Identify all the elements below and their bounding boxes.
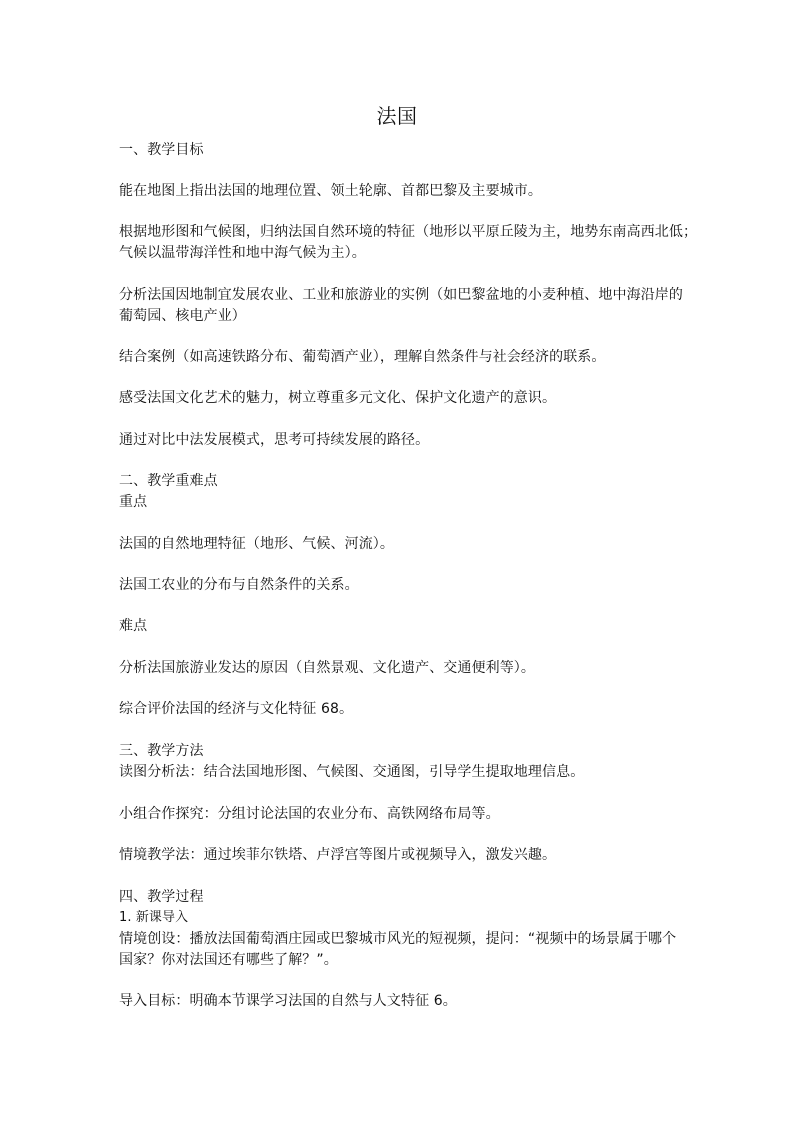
- objective-line-5: 感受法国文化艺术的魅力，树立尊重多元文化、保护文化遗产的意识。: [119, 390, 557, 406]
- key-label: 重点: [119, 494, 148, 510]
- section-heading-methods: 三、教学方法: [119, 743, 204, 759]
- method-item-2: 小组合作探究：分组讨论法国的农业分布、高铁网络布局等。: [119, 806, 500, 822]
- section-heading-objectives: 一、教学目标: [119, 142, 204, 158]
- objective-line-6: 通过对比中法发展模式，思考可持续发展的路径。: [119, 432, 430, 448]
- key-item-2: 法国工农业的分布与自然条件的关系。: [119, 577, 359, 593]
- difficult-label: 难点: [119, 618, 148, 634]
- process-item-1: 情境创设：播放法国葡萄酒庄园或巴黎城市风光的短视频，提问：“视频中的场景属于哪个: [119, 931, 677, 947]
- objective-line-3-cont: 葡萄园、核电产业）: [119, 308, 246, 324]
- page-title: 法国: [376, 104, 418, 128]
- section-heading-key-points: 二、教学重难点: [119, 473, 218, 489]
- objective-line-2-cont: 气候以温带海洋性和地中海气候为主）。: [119, 245, 366, 261]
- method-item-1: 读图分析法：结合法国地形图、气候图、交通图，引导学生提取地理信息。: [119, 764, 585, 780]
- objective-line-2: 根据地形图和气候图，归纳法国自然环境的特征（地形以平原丘陵为主，地势东南高西北低；: [119, 224, 698, 240]
- objective-line-1: 能在地图上指出法国的地理位置、领土轮廓、首都巴黎及主要城市。: [119, 183, 542, 199]
- section-heading-process: 四、教学过程: [119, 889, 204, 905]
- key-item-1: 法国的自然地理特征（地形、气候、河流）。: [119, 536, 394, 552]
- objective-line-4: 结合案例（如高速铁路分布、葡萄酒产业），理解自然条件与社会经济的联系。: [119, 349, 606, 365]
- difficult-item-2: 综合评价法国的经济与文化特征 68。: [119, 701, 354, 717]
- difficult-item-1: 分析法国旅游业发达的原因（自然景观、文化遗产、交通便利等）。: [119, 660, 535, 676]
- objective-line-3: 分析法国因地制宜发展农业、工业和旅游业的实例（如巴黎盆地的小麦种植、地中海沿岸的: [119, 287, 683, 303]
- method-item-3: 情境教学法：通过埃菲尔铁塔、卢浮宫等图片或视频导入，激发兴趣。: [119, 847, 557, 863]
- process-item-2: 导入目标：明确本节课学习法国的自然与人文特征 6。: [119, 993, 457, 1009]
- process-item-1-cont: 国家？你对法国还有哪些了解？”。: [119, 952, 338, 968]
- process-subheading: 1. 新课导入: [119, 910, 189, 925]
